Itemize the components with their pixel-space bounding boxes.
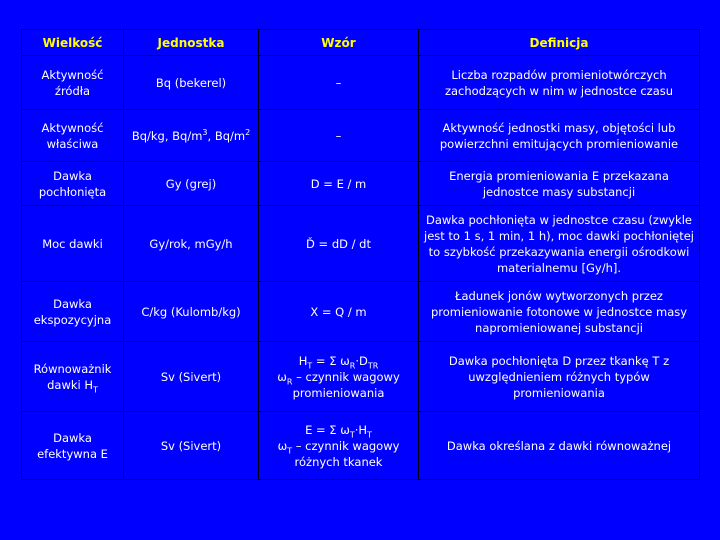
definition-cell: Ładunek jonów wytworzonych przez promieniowanie fotonowe w jednostce masy napromieniowanej substancji — [419, 282, 700, 342]
definition-cell: Liczba rozpadów promieniotwórczych zachodzących w nim w jednostce czasu — [419, 56, 700, 110]
unit-cell: Bq/kg, $Bq/m^3$, $Bq/m^2$ — [124, 110, 259, 162]
header-unit: Jednostka — [124, 30, 259, 56]
unit-cell: Gy (grej) — [124, 162, 259, 206]
header-quantity: Wielkość — [22, 30, 124, 56]
quantity-cell: Aktywność źródła — [22, 56, 124, 110]
definition-cell: Aktywność jednostki masy, objętości lub powierzchni emitujących promieniowanie — [419, 110, 700, 162]
formula-line: $H_T = \Sigma$ $\omega_R\cdot D_{TR}$ — [298, 353, 379, 370]
definition-cell: Dawka pochłonięta w jednostce czasu (zwykle jest to 1 s, 1 min, 1 h), moc dawki pochłoniętej to szybkość przekazywania energii ośrodkowi materialnemu [Gy/h]. — [419, 206, 700, 282]
formula-line: promieniowania — [292, 385, 385, 400]
quantity-cell: Aktywność właściwa — [22, 110, 124, 162]
table-row — [22, 56, 700, 110]
formula-cell — [259, 342, 419, 412]
unit-cell: Sv (Sivert) — [124, 342, 259, 412]
table-row — [22, 162, 700, 206]
quantity-cell: Równoważnik dawki $H_T$ — [22, 342, 124, 412]
header-row — [22, 30, 700, 56]
table-row — [22, 282, 700, 342]
table-row — [22, 110, 700, 162]
header-formula: Wzór — [259, 30, 419, 56]
formula-cell — [259, 412, 419, 480]
formula-cell: – — [259, 56, 419, 110]
table-row — [22, 412, 700, 480]
formula-cell: Ď = dD / dt — [259, 206, 419, 282]
radiation-quantities-table — [21, 29, 700, 480]
definition-cell: Dawka określana z dawki równoważnej — [419, 412, 700, 480]
quantity-cell: Dawka efektywna E — [22, 412, 124, 480]
definition-cell: Dawka pochłonięta D przez tkankę T z uwzględnieniem różnych typów promieniowania — [419, 342, 700, 412]
formula-cell: D = E / m — [259, 162, 419, 206]
formula-line: $\omega_T$ – czynnik wagowy — [277, 438, 400, 455]
unit-cell: C/kg (Kulomb/kg) — [124, 282, 259, 342]
quantity-cell: Dawka ekspozycyjna — [22, 282, 124, 342]
definition-cell: Energia promieniowania E przekazana jednostce masy substancji — [419, 162, 700, 206]
quantity-cell: Moc dawki — [22, 206, 124, 282]
formula-cell: – — [259, 110, 419, 162]
formula-line: różnych tkanek — [294, 454, 383, 469]
table-row — [22, 342, 700, 412]
formula-cell: X = Q / m — [259, 282, 419, 342]
quantity-cell: Dawka pochłonięta — [22, 162, 124, 206]
table-row — [22, 206, 700, 282]
formula-line: E = Σ $\omega_T\cdot H_T$ — [305, 422, 372, 439]
formula-line: $\omega_R$ – czynnik wagowy — [277, 369, 400, 386]
unit-cell: Bq (bekerel) — [124, 56, 259, 110]
unit-cell: Gy/rok, mGy/h — [124, 206, 259, 282]
unit-cell: Sv (Sivert) — [124, 412, 259, 480]
header-definition: Definicja — [419, 30, 700, 56]
